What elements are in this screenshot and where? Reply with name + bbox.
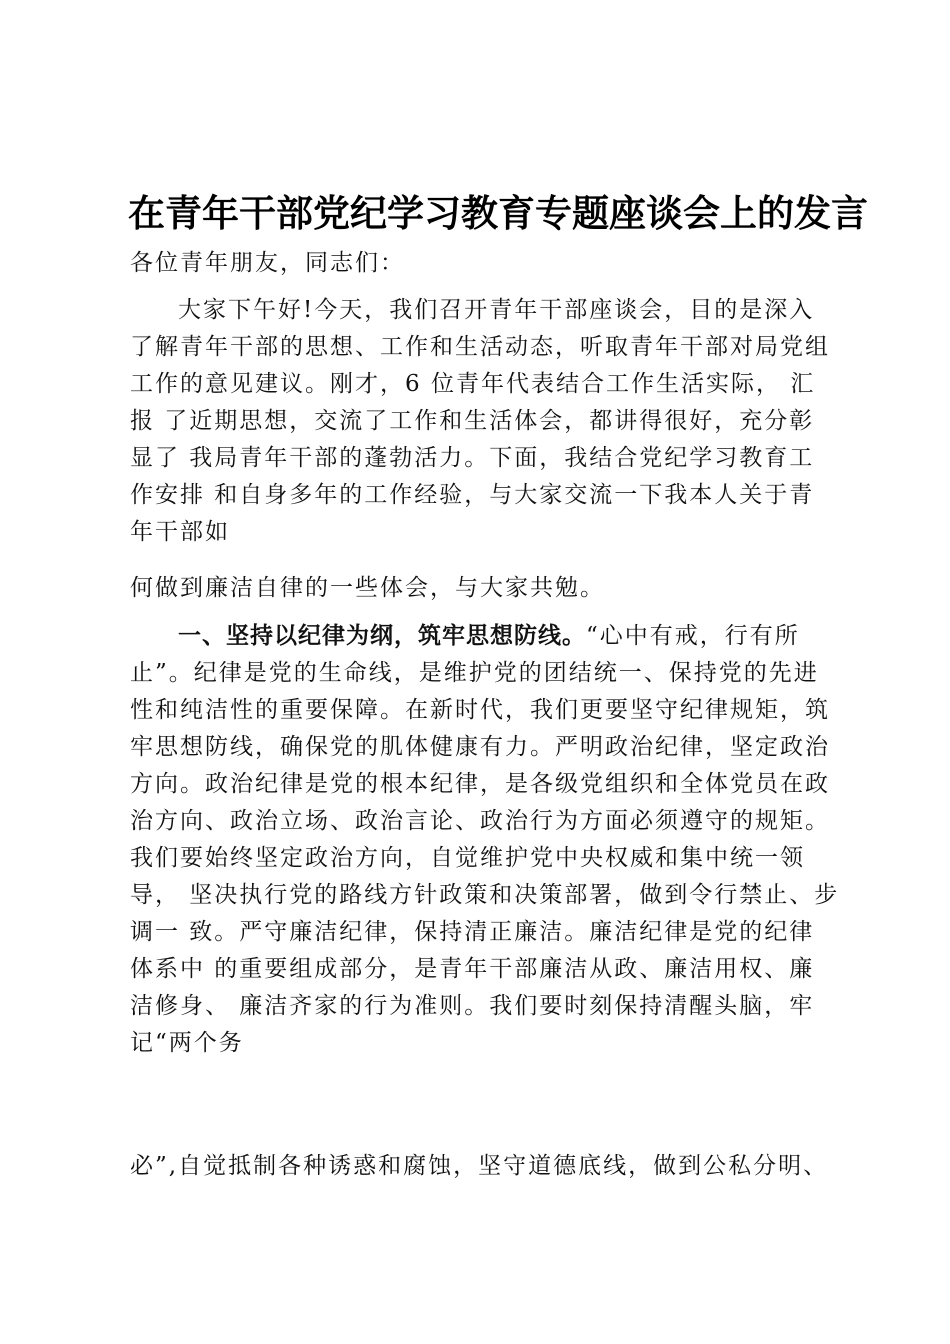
paragraph-line: 必”,自觉抵制各种诱惑和腐蚀，坚守道德底线，做到公私分明、 [130, 1153, 829, 1179]
paragraph-line: 性和纯洁性的重要保障。在新时代，我们更要坚守纪律规矩，筑 [130, 697, 830, 723]
paragraph-line: 调一 致。严守廉洁纪律，保持清正廉洁。廉洁纪律是党的纪律 [130, 919, 815, 945]
paragraph-line: 何做到廉洁自律的一些体会，与大家共勉。 [130, 575, 605, 601]
document-title: 在青年干部党纪学习教育专题座谈会上的发言 [128, 192, 868, 235]
paragraph-line: 显了 我局青年干部的蓬勃活力。下面，我结合党纪学习教育工 [130, 445, 815, 471]
paragraph-line: 年干部如 [130, 519, 230, 545]
section-heading-line [130, 618, 852, 655]
paragraph-line: 方向。政治纪律是党的根本纪律，是各级党组织和全体党员在政 [130, 771, 830, 797]
section-heading: 一、坚持以纪律为纲，筑牢思想防线。 [178, 623, 586, 649]
section-one-continued [130, 1148, 852, 1185]
section-one [130, 618, 852, 1062]
paragraph-line: 治方向、政治立场、政治言论、政治行为方面必须遵守的规矩。 [130, 808, 830, 834]
paragraph-intro [130, 292, 852, 551]
paragraph-line: 洁修身、 廉洁齐家的行为准则。我们要时刻保持清醒头脑，牢 [130, 993, 815, 1019]
paragraph-line: 了解青年干部的思想、工作和生活动态，听取青年干部对局党组 [130, 334, 830, 360]
section-heading-rest: “心中有戒，行有所 [586, 623, 800, 649]
paragraph-line: 大家下午好!今天，我们召开青年干部座谈会，目的是深入 [178, 297, 815, 323]
paragraph-line: 我们要始终坚定政治方向，自觉维护党中央权威和集中统一领 [130, 845, 805, 871]
paragraph-intro-continued [130, 570, 852, 607]
paragraph-line: 止”。纪律是党的生命线，是维护党的团结统一、保持党的先进 [130, 660, 819, 686]
paragraph-line: 牢思想防线，确保党的肌体健康有力。严明政治纪律，坚定政治 [130, 734, 830, 760]
paragraph-line: 体系中 的重要组成部分，是青年干部廉洁从政、廉洁用权、廉 [130, 956, 815, 982]
paragraph-line: 导， 坚决执行党的路线方针政策和决策部署，做到令行禁止、步 [130, 882, 840, 908]
paragraph-line: 作安排 和自身多年的工作经验，与大家交流一下我本人关于青 [130, 482, 815, 508]
paragraph-line: 记“两个务 [130, 1030, 244, 1056]
paragraph-line: 工作的意见建议。刚才，6 位青年代表结合工作生活实际， 汇 [130, 371, 816, 397]
paragraph-line: 报 了近期思想，交流了工作和生活体会，都讲得很好，充分彰 [130, 408, 815, 434]
greeting-line: 各位青年朋友，同志们： [130, 250, 405, 276]
